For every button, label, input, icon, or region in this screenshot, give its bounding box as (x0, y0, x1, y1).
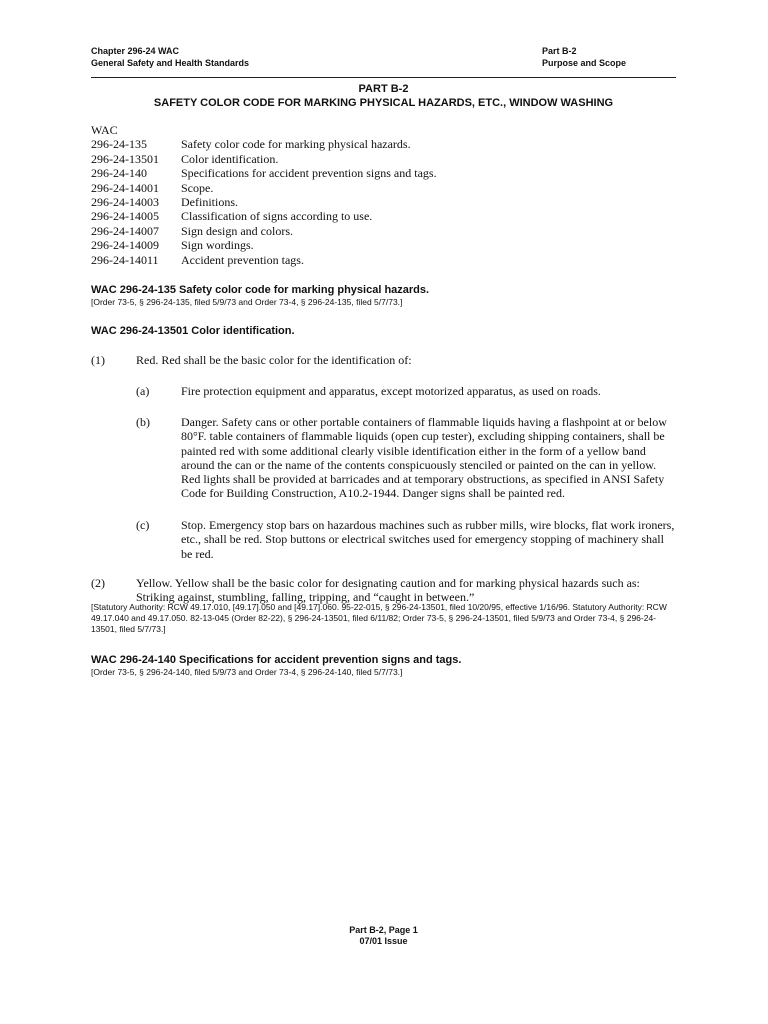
section-title: Color identification. (181, 151, 279, 166)
item-text-c-stop: Stop. Emergency stop bars on hazardous machines such as rubber mills, wire blocks, flat work ironers, etc., shall be red. Stop buttons or electrical switches used for emergency stopping of machinery shall be red. (181, 518, 675, 561)
history-note-140: [Order 73-5, § 296-24-140, filed 5/9/73 and Order 73-4, § 296-24-140, filed 5/7/73.] (91, 667, 403, 677)
section-number: 296-24-14007 (91, 223, 159, 238)
page-footer (91, 925, 676, 947)
section-title: Sign wordings. (181, 238, 254, 253)
section-title: Classification of signs according to use. (181, 209, 373, 224)
item-text-1-red: Red. Red shall be the basic color for the identification of: (136, 353, 412, 367)
section-number: 296-24-14003 (91, 195, 159, 210)
history-note-13501: [Statutory Authority: RCW 49.17.010, [49.17].050 and [49.17].060. 95-22-015, § 296-24-13501, filed 10/20/95, effective 1/16/96. Statutory Authority: RCW 49.17.040 and 49.17.050. 82-13-045 (Order 82-22), § 296-24-13501, filed 6/11/82; Order 73-5, § 296-24-13501, filed 5/9/73 and Order 73-4, § 296-24-13501, filed 5/7/73.] (91, 602, 667, 634)
section-list-item (91, 181, 437, 195)
section-heading-13501: WAC 296-24-13501 Color identification. (91, 325, 295, 337)
item-text-a-fire: Fire protection equipment and apparatus, except motorized apparatus, as used on roads. (181, 384, 601, 398)
standards-label: General Safety and Health Standards (91, 58, 250, 68)
section-list-item (91, 195, 437, 209)
section-list-rows (91, 137, 437, 267)
section-title: Sign design and colors. (181, 223, 293, 238)
history-note-135: [Order 73-5, § 296-24-135, filed 5/9/73 and Order 73-4, § 296-24-135, filed 5/7/73.] (91, 297, 403, 307)
section-list-item (91, 209, 437, 223)
section-number: 296-24-13501 (91, 151, 159, 166)
part-label: Part B-2 (542, 46, 577, 56)
item-mark-1: (1) (91, 353, 105, 367)
section-list-item (91, 152, 437, 166)
section-number: 296-24-14009 (91, 238, 159, 253)
section-list-item (91, 253, 437, 267)
section-list-item (91, 224, 437, 238)
header-right (542, 45, 626, 69)
issue-date: 07/01 Issue (359, 936, 408, 946)
section-heading-135: WAC 296-24-135 Safety color code for marking physical hazards. (91, 284, 430, 296)
section-number: 296-24-14005 (91, 209, 159, 224)
item-mark-b: (b) (136, 415, 150, 429)
section-title: Scope. (181, 180, 214, 195)
chapter-label: Chapter 296-24 WAC (91, 46, 180, 56)
section-number: 296-24-140 (91, 166, 147, 181)
section-title: Specifications for accident prevention signs and tags. (181, 166, 437, 181)
item-mark-a: (a) (136, 384, 150, 398)
page-title (91, 82, 676, 110)
part-title-line2: SAFETY COLOR CODE FOR MARKING PHYSICAL HAZARDS, ETC., WINDOW WASHING (153, 97, 614, 109)
purpose-label: Purpose and Scope (542, 58, 627, 68)
section-list-item (91, 238, 437, 252)
item-text-2-yellow: Yellow. Yellow shall be the basic color for designating caution and for marking physical hazards such as: Striking against, stumbling, falling, tripping, and “caught in between.” (136, 576, 640, 605)
section-number: 296-24-14001 (91, 180, 159, 195)
page-number: Part B-2, Page 1 (349, 925, 418, 935)
item-mark-2: (2) (91, 576, 105, 590)
section-list-item (91, 166, 437, 180)
item-mark-c: (c) (136, 518, 150, 532)
section-list-label: WAC (91, 123, 118, 137)
section-title: Safety color code for marking physical hazards. (181, 137, 411, 152)
section-list (91, 123, 437, 267)
section-title: Accident prevention tags. (181, 252, 304, 267)
section-number: 296-24-135 (91, 137, 147, 152)
section-list-item (91, 137, 437, 151)
section-number: 296-24-14011 (91, 252, 159, 267)
part-title-line1: PART B-2 (358, 83, 409, 95)
item-text-b-danger: Danger. Safety cans or other portable containers of flammable liquids having a flashpoint at or below 80°F. table containers of flammable liquids (open cup tester), excluding shipping containers, shall be painted red with some additional clearly visible identification either in the form of a yellow band around the can or the name of the contents conspicuously stenciled or painted on the can in yellow. Red lights shall be provided at barricades and at temporary obstructions, as specified in ANSI Safety Code for Building Construction, A10.2-1944. Danger signs shall be painted red. (181, 415, 667, 501)
header-divider (91, 77, 676, 78)
section-title: Definitions. (181, 195, 238, 210)
header-left (91, 45, 249, 69)
section-heading-140: WAC 296-24-140 Specifications for accident prevention signs and tags. (91, 654, 462, 666)
